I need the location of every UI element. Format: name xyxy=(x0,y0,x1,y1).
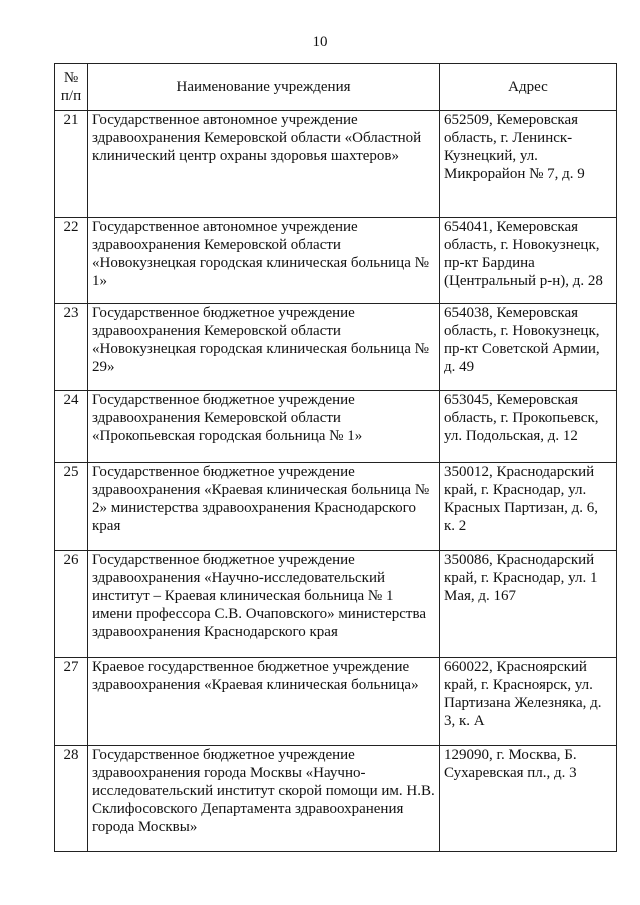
row-number: 27 xyxy=(55,658,88,746)
institution-address: 350086, Краснодарский край, г. Краснодар, ул. 1 Мая, д. 167 xyxy=(440,551,617,658)
institution-address: 653045, Кемеровская область, г. Прокопьевск, ул. Подольская, д. 12 xyxy=(440,391,617,463)
institution-address: 129090, г. Москва, Б. Сухаревская пл., д. 3 xyxy=(440,746,617,852)
institution-address: 660022, Красноярский край, г. Красноярск, ул. Партизана Железняка, д. 3, к. А xyxy=(440,658,617,746)
table-row xyxy=(55,111,617,218)
institutions-table xyxy=(54,63,617,852)
table-row xyxy=(55,551,617,658)
institution-address: 652509, Кемеровская область, г. Ленинск-Кузнецкий, ул. Микрорайон № 7, д. 9 xyxy=(440,111,617,218)
row-number: 24 xyxy=(55,391,88,463)
table-header-row xyxy=(55,64,617,111)
table-row xyxy=(55,746,617,852)
institution-name: Государственное бюджетное учреждение здравоохранения Кемеровской области «Прокопьевская городская больница № 1» xyxy=(88,391,440,463)
column-header-address: Адрес xyxy=(440,64,617,111)
row-number: 22 xyxy=(55,218,88,304)
institution-address: 350012, Краснодарский край, г. Краснодар, ул. Красных Партизан, д. 6, к. 2 xyxy=(440,463,617,551)
row-number: 28 xyxy=(55,746,88,852)
page-number: 10 xyxy=(312,34,328,50)
institution-name: Государственное бюджетное учреждение здравоохранения Кемеровской области «Новокузнецкая городская клиническая больница № 29» xyxy=(88,304,440,391)
institution-name: Краевое государственное бюджетное учреждение здравоохранения «Краевая клиническая больница» xyxy=(88,658,440,746)
table-row xyxy=(55,391,617,463)
institution-name: Государственное автономное учреждение здравоохранения Кемеровской области «Новокузнецкая городская клиническая больница № 1» xyxy=(88,218,440,304)
institution-name: Государственное бюджетное учреждение здравоохранения «Научно-исследовательский институт – Краевая клиническая больница № 1 имени профессора С.В. Очаповского» министерства здравоохранения Краснодарского края xyxy=(88,551,440,658)
column-header-name: Наименование учреждения xyxy=(88,64,440,111)
table-row xyxy=(55,658,617,746)
table-row xyxy=(55,463,617,551)
row-number: 21 xyxy=(55,111,88,218)
column-header-number: № п/п xyxy=(55,64,88,111)
table-row xyxy=(55,304,617,391)
institution-address: 654041, Кемеровская область, г. Новокузнецк, пр-кт Бардина (Центральный р-н), д. 28 xyxy=(440,218,617,304)
institution-name: Государственное бюджетное учреждение здравоохранения города Москвы «Научно-исследовательский институт скорой помощи им. Н.В. Склифосовского Департамента здравоохранения города Москвы» xyxy=(88,746,440,852)
row-number: 25 xyxy=(55,463,88,551)
row-number: 23 xyxy=(55,304,88,391)
row-number: 26 xyxy=(55,551,88,658)
institution-name: Государственное бюджетное учреждение здравоохранения «Краевая клиническая больница № 2» министерства здравоохранения Краснодарского края xyxy=(88,463,440,551)
institution-name: Государственное автономное учреждение здравоохранения Кемеровской области «Областной клинический центр охраны здоровья шахтеров» xyxy=(88,111,440,218)
table-row xyxy=(55,218,617,304)
institution-address: 654038, Кемеровская область, г. Новокузнецк, пр-кт Советской Армии, д. 49 xyxy=(440,304,617,391)
